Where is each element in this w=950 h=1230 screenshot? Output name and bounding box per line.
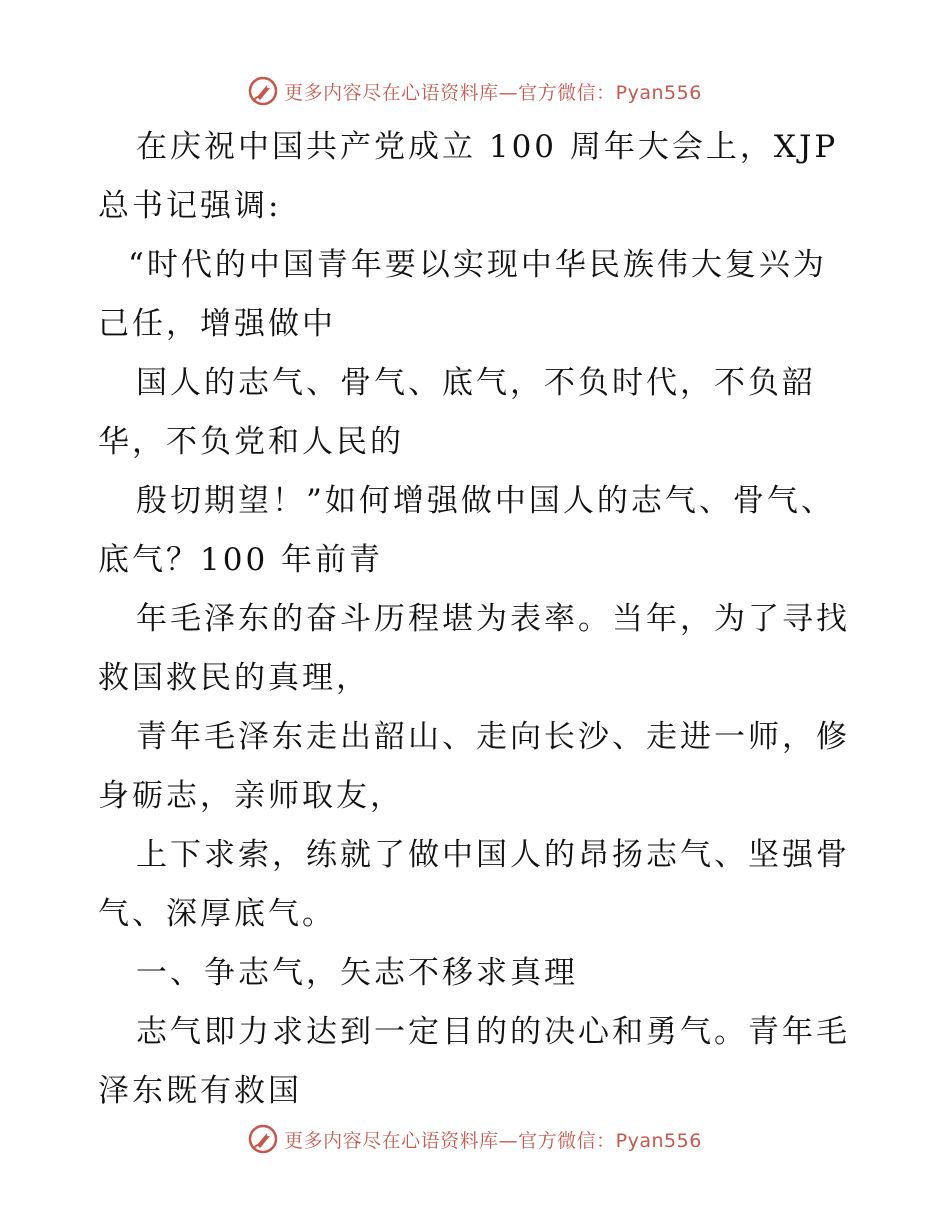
paragraph-line: 殷切期望！”如何增强做中国人的志气、骨气、	[136, 483, 835, 519]
watermark-text: 更多内容尽在心语资料库—官方微信：Pyan556	[284, 81, 702, 104]
paragraph-line: 总书记强调:	[98, 188, 282, 224]
paragraph-line: 国人的志气、骨气、底气，不负时代，不负韶	[136, 365, 816, 401]
paragraph-line: 在庆祝中国共产党成立 100 周年大会上，XJP	[136, 129, 839, 165]
footer-watermark	[0, 1119, 950, 1159]
paragraph-line: 底气？100 年前青	[98, 542, 384, 578]
paragraph-line: 志气即力求达到一定目的的决心和勇气。青年毛	[136, 1014, 850, 1050]
paragraph-line: 泽东既有救国	[98, 1073, 302, 1109]
paragraph-line: 年毛泽东的奋斗历程堪为表率。当年，为了寻找	[136, 601, 850, 637]
paragraph-line: 上下求索，练就了做中国人的昂扬志气、坚强骨	[136, 837, 850, 873]
paragraph-line: 华，不负党和人民的	[98, 424, 404, 460]
header-watermark	[0, 71, 950, 111]
paragraph-line: 青年毛泽东走出韶山、走向长沙、走进一师，修	[136, 719, 850, 755]
pen-nib-logo-icon	[248, 1124, 278, 1154]
paragraph-line: 气、深厚底气。	[98, 896, 336, 932]
section-heading: 一、争志气，矢志不移求真理	[136, 955, 578, 991]
paragraph-line: 身砺志，亲师取友，	[98, 778, 404, 814]
paragraph-line: 救国救民的真理，	[98, 660, 370, 696]
paragraph-line: 己任，增强做中	[98, 306, 336, 342]
pen-nib-logo-icon	[248, 76, 278, 106]
document-body	[98, 118, 858, 1121]
quote-line: “时代的中国青年要以实现中华民族伟大复兴为	[128, 247, 827, 283]
watermark-text: 更多内容尽在心语资料库—官方微信：Pyan556	[284, 1129, 702, 1152]
